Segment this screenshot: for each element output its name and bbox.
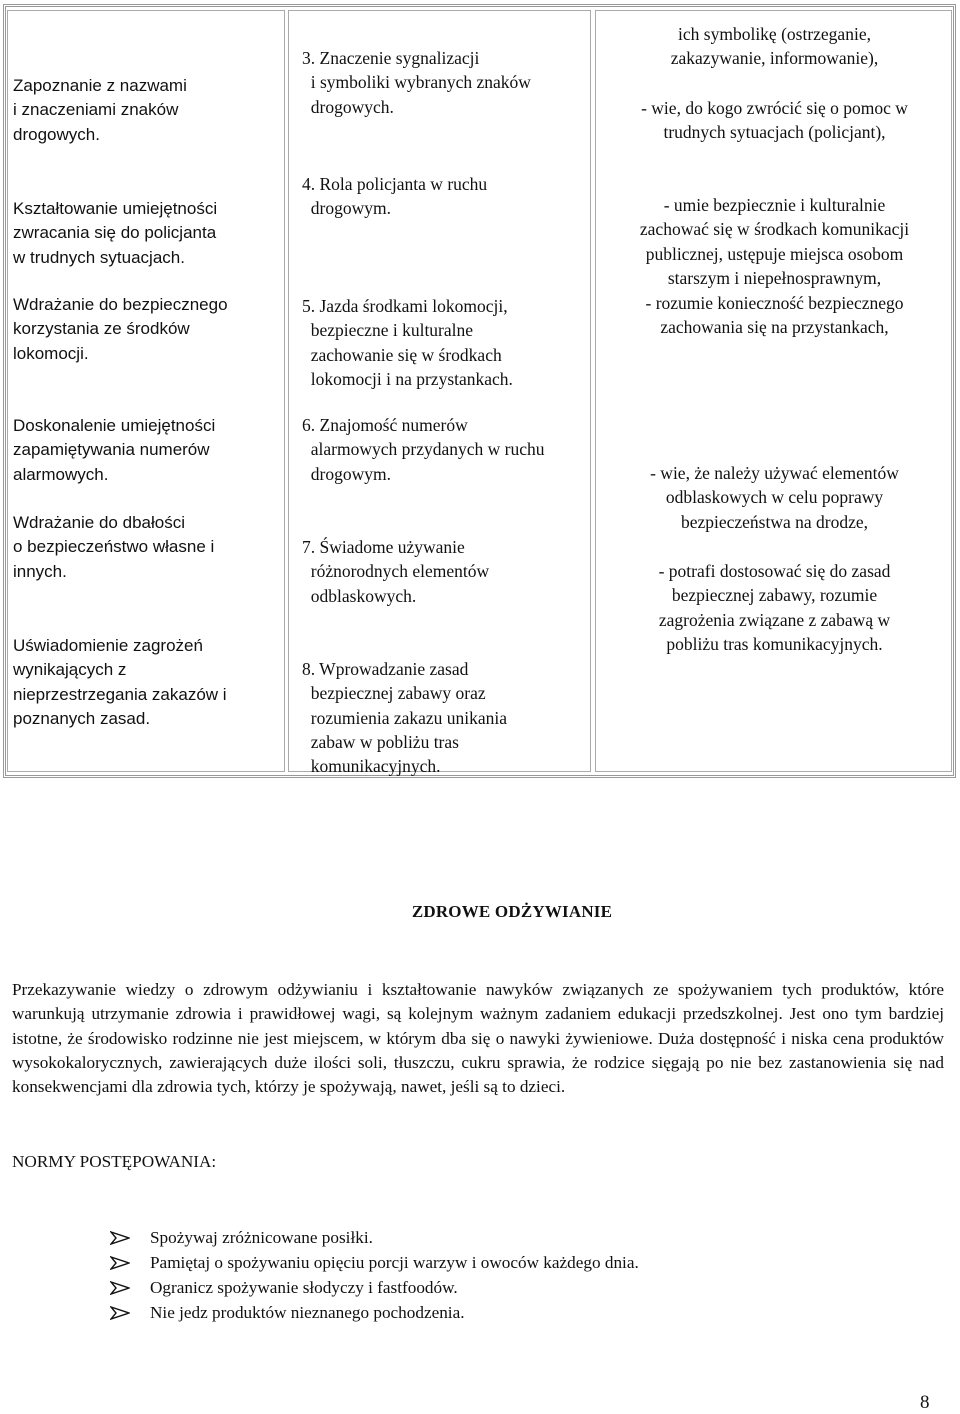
goals-column [7, 10, 285, 772]
arrow-bullet-icon [110, 1256, 130, 1270]
curriculum-table [3, 4, 956, 778]
goal-text: Zapoznanie z nazwami i znaczeniami znaków drogowych. [13, 76, 187, 144]
goal-text: Uświadomienie zagrożeń wynikających z nieprzestrzegania zakazów i poznanych zasad. [13, 636, 227, 728]
outcomes-column [595, 10, 952, 772]
norms-label: NORMY POSTĘPOWANIA: [12, 1152, 217, 1171]
goal-text: Wdrażanie do dbałości o bezpieczeństwo własne i innych. [13, 513, 215, 581]
list-item [110, 1250, 639, 1275]
topic-text: 8. Wprowadzanie zasad bezpiecznej zabawy oraz rozumienia zakazu unikania zabaw w pobliżu tras komunikacyjnych. [302, 659, 508, 777]
outcome-text: - umie bezpiecznie i kulturalnie zachować się w środkach komunikacji publicznej, ustępuje miejsca osobom starszym i niepełnosprawnym, [639, 195, 910, 288]
topic-text: 7. Świadome używanie różnorodnych elementów odblaskowych. [302, 537, 490, 606]
topic-text: 6. Znajomość numerów alarmowych przydanych w ruchu drogowym. [302, 415, 545, 484]
outcome-text: - potrafi dostosować się do zasad bezpiecznej zabawy, rozumie zagrożenia związane z zabawą w pobliżu tras komunikacyjnych. [658, 561, 891, 654]
outcome-text: - rozumie konieczność bezpiecznego zachowania się na przystankach, [645, 293, 904, 338]
norm-text: Ogranicz spożywanie słodyczy i fastfoodów. [150, 1278, 458, 1297]
list-item [110, 1225, 373, 1250]
topics-column [288, 10, 591, 777]
norm-text: Pamiętaj o spożywaniu opięciu porcji warzyw i owoców każdego dnia. [150, 1253, 639, 1272]
section-paragraph: Przekazywanie wiedzy o zdrowym odżywianiu i kształtowanie nawyków związanych ze spożywaniem tych produktów, które warunkują utrzymanie zdrowia i prawidłowej wagi, są kolejnym ważnym zadaniem edukacji przedszkolnej. Jest ono tym bardziej istotne, że środowisko rodzinne nie jest miejscem, w którym dba się o nawyki żywieniowe. Duża dostępność i niska cena produktów wysokokalorycznych, zawierających duże ilości soli, tłuszczu, cukru sprawia, że rodzice sięgają po nie bez zastanowienia się nad konsekwencjami dla zdrowia tych, którzy je spożywają, nawet, jeśli są to dzieci. [12, 980, 944, 1097]
norm-text: Spożywaj zróżnicowane posiłki. [150, 1228, 373, 1247]
arrow-bullet-icon [110, 1231, 130, 1245]
list-item [110, 1300, 465, 1325]
outcome-text: - wie, do kogo zwrócić się o pomoc w trudnych sytuacjach (policjant), [641, 98, 908, 143]
list-item [110, 1275, 458, 1300]
norm-text: Nie jedz produktów nieznanego pochodzenia. [150, 1303, 465, 1322]
arrow-bullet-icon [110, 1281, 130, 1295]
arrow-bullet-icon [110, 1306, 130, 1320]
topic-text: 5. Jazda środkami lokomocji, bezpieczne i kulturalne zachowanie się w środkach lokomocji i na przystankach. [302, 296, 513, 389]
outcome-text: ich symbolikę (ostrzeganie, zakazywanie, informowanie), [670, 24, 879, 69]
goal-text: Doskonalenie umiejętności zapamiętywania numerów alarmowych. [13, 416, 216, 484]
page-number: 8 [920, 1392, 930, 1413]
section-heading: ZDROWE ODŻYWIANIE [411, 902, 613, 921]
norms-list [110, 1225, 639, 1325]
goal-text: Wdrażanie do bezpiecznego korzystania ze środków lokomocji. [13, 295, 228, 363]
goal-text: Kształtowanie umiejętności zwracania się do policjanta w trudnych sytuacjach. [13, 199, 218, 267]
topic-text: 4. Rola policjanta w ruchu drogowym. [302, 174, 488, 219]
topic-text: 3. Znaczenie sygnalizacji i symboliki wybranych znaków drogowych. [302, 48, 531, 117]
outcome-text: - wie, że należy używać elementów odblaskowych w celu poprawy bezpieczeństwa na drodze, [650, 463, 899, 532]
